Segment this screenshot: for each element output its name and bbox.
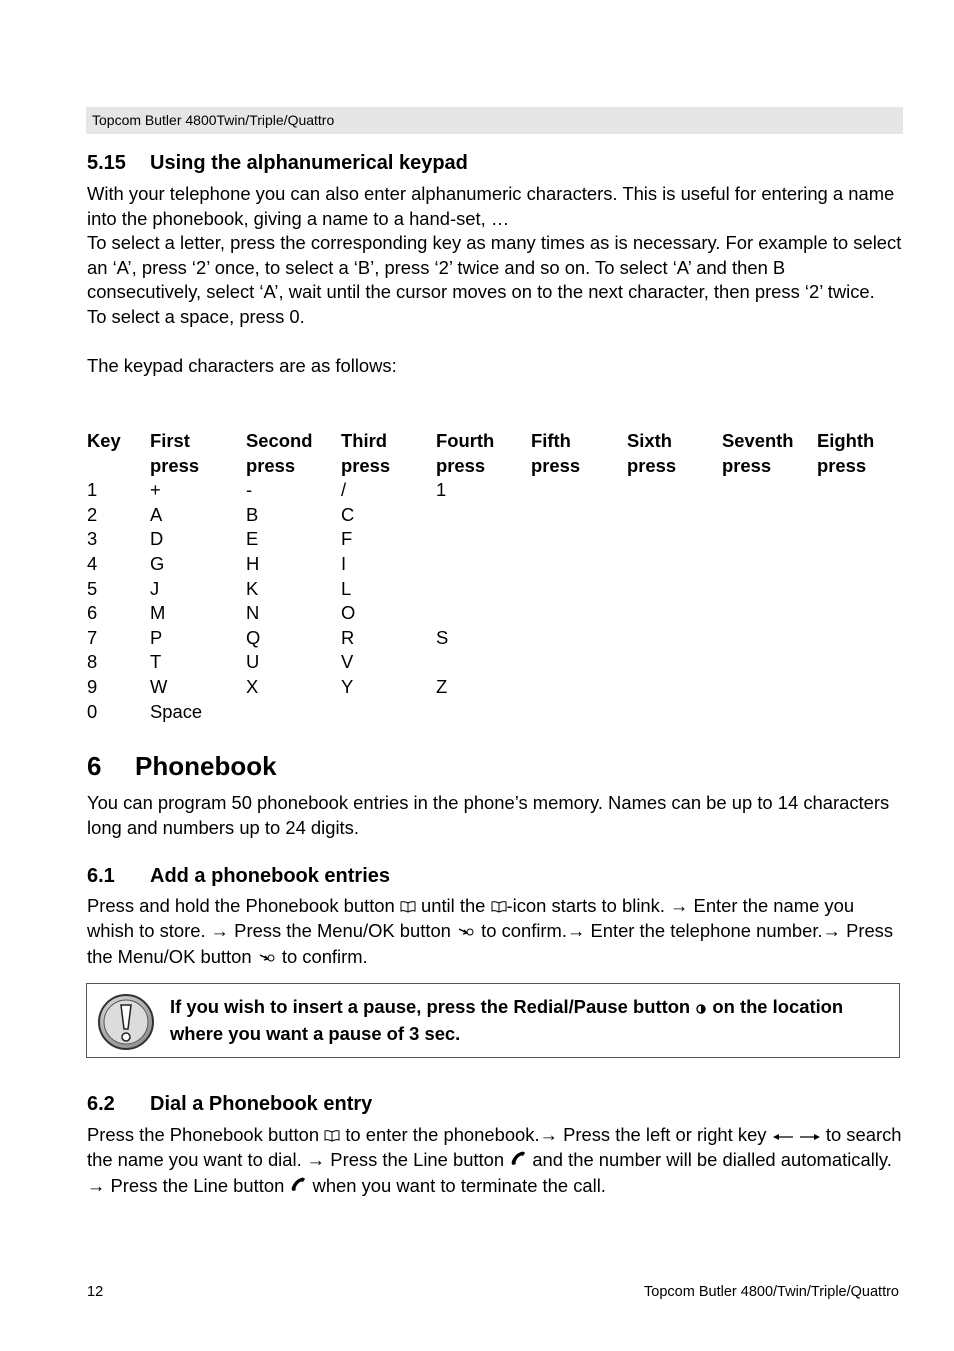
table-cell: D: [150, 528, 164, 550]
table-cell: 0: [87, 700, 98, 722]
note-text: [170, 994, 870, 1046]
column-header: Sixth press: [627, 430, 677, 476]
text-run: Press and hold the Phonebook button: [87, 895, 400, 916]
section-title: Dial a Phonebook entry: [150, 1093, 373, 1115]
table-cell: S: [436, 626, 449, 648]
table-cell: O: [341, 602, 356, 624]
page-number: 12: [87, 1284, 104, 1300]
table-row: [87, 527, 902, 552]
text-run: -icon starts to blink. → Enter the name you whish to store. → Press the Menu/OK button: [87, 895, 855, 942]
column-header: First press: [150, 430, 200, 476]
section-number: 6: [87, 751, 102, 781]
text-run: to enter the phonebook.→ Press the left or right key: [340, 1124, 772, 1145]
section-title: Add a phonebook entries: [150, 865, 391, 887]
line-handset-icon: [289, 1175, 307, 1200]
warning-icon: [97, 993, 155, 1056]
table-cell: F: [341, 528, 353, 550]
table-cell: W: [150, 675, 168, 697]
table-cell: +: [150, 479, 161, 501]
table-cell: 3: [87, 528, 98, 550]
table-cell: [436, 650, 531, 675]
section-6-2-body: [87, 1123, 902, 1199]
column-header: Seventh press: [722, 430, 794, 476]
paragraph: You can program 50 phonebook entries in the phone’s memory. Names can be up to 14 characters long and numbers up to 24 digits.: [87, 792, 890, 838]
table-cell: 4: [87, 552, 98, 574]
table-header-row: [87, 429, 902, 478]
section-6-body: [87, 791, 902, 840]
table-cell: J: [150, 577, 160, 599]
table-cell: 9: [87, 675, 98, 697]
table-cell: [246, 700, 341, 725]
table-cell: Z: [436, 675, 448, 697]
table-cell: A: [150, 503, 163, 525]
table-cell: Q: [246, 626, 261, 648]
table-row: [87, 700, 902, 725]
section-5-15-body: [87, 182, 902, 379]
text-run: If you wish to insert a pause, press the Redial/Pause button: [170, 996, 696, 1017]
table-cell: [436, 577, 531, 602]
table-cell: V: [341, 651, 354, 673]
keypad-table: [87, 429, 902, 724]
redial-pause-icon: [695, 996, 707, 1021]
table-cell: Y: [341, 675, 354, 697]
table-cell: B: [246, 503, 259, 525]
table-cell: G: [150, 552, 165, 574]
text-run: when you want to terminate the call.: [307, 1174, 606, 1196]
table-cell: 7: [87, 626, 98, 648]
table-cell: H: [246, 552, 260, 574]
table-row: [87, 503, 902, 528]
column-header: Eighth press: [817, 430, 875, 476]
text-run: to search the name you want to dial. → Press the Line button: [87, 1124, 902, 1171]
table-row: [87, 650, 902, 675]
table-cell: M: [150, 602, 166, 624]
line-handset-icon: [509, 1149, 527, 1174]
menu-ok-icon: [257, 946, 277, 971]
table-cell: 6: [87, 602, 98, 624]
section-6-1-heading: [87, 864, 390, 888]
table-row: [87, 626, 902, 651]
column-header: Second press: [246, 430, 313, 476]
table-cell: N: [246, 602, 260, 624]
table-cell: 5: [87, 577, 98, 599]
table-cell: L: [341, 577, 352, 599]
table-row: [87, 552, 902, 577]
paragraph: To select a space, press 0.: [87, 305, 305, 327]
table-cell: K: [246, 577, 259, 599]
table-cell: C: [341, 503, 355, 525]
table-cell: I: [341, 552, 347, 574]
table-cell: R: [341, 626, 355, 648]
table-cell: [341, 700, 436, 725]
paragraph: The keypad characters are as follows:: [87, 355, 397, 377]
table-cell: Space: [150, 700, 203, 722]
section-number: 5.15: [87, 152, 126, 174]
column-header: Third press: [341, 430, 391, 476]
right-arrow-icon: [799, 1124, 821, 1149]
table-cell: 8: [87, 651, 98, 673]
paragraph: With your telephone you can also enter alphanumeric characters. This is useful for entering a name into the phonebook, giving a name to a hand-set, …: [87, 183, 895, 229]
table-cell: [436, 527, 531, 552]
table-cell: 2: [87, 503, 98, 525]
table-cell: /: [341, 479, 347, 501]
note-box: [86, 983, 900, 1058]
text-run: until the: [415, 895, 491, 916]
table-cell: [436, 503, 531, 528]
book-icon: [324, 1124, 340, 1149]
menu-ok-icon: [456, 920, 476, 945]
footer-title: Topcom Butler 4800/Twin/Triple/Quattro: [644, 1284, 899, 1300]
section-6-heading: [87, 751, 277, 781]
text-run: to confirm.→ Enter the telephone number.→ Press the Menu/OK button: [87, 920, 894, 967]
table-row: [87, 577, 902, 602]
text-run: on the location where you want a pause of 3 sec.: [170, 996, 844, 1044]
section-5-15-heading: [87, 151, 468, 175]
paragraph: To select a letter, press the corresponding key as many times as is necessary. For example to select an ‘A’, press ‘2’ once, to select a ‘B’, press ‘2’ twice and so on. To select ‘A’ and then B consecutively, select ‘A’, wait until the cursor moves on to the next character, then press ‘2’ twice.: [87, 232, 902, 303]
table-cell: X: [246, 675, 259, 697]
table-cell: U: [246, 651, 260, 673]
table-cell: [436, 700, 531, 725]
text-run: and the number will be dialled automatically. → Press the Line button: [87, 1149, 892, 1196]
page-header: [86, 107, 903, 134]
column-header: Fifth press: [531, 430, 581, 476]
section-6-1-body: [87, 894, 902, 970]
table-cell: P: [150, 626, 163, 648]
section-number: 6.1: [87, 865, 115, 887]
book-icon: [400, 895, 416, 920]
section-title: Using the alphanumerical keypad: [150, 152, 468, 174]
table-cell: 1: [436, 479, 447, 501]
column-header: Key: [87, 430, 121, 451]
table-cell: [436, 601, 531, 626]
table-cell: T: [150, 651, 162, 673]
section-6-2-heading: [87, 1092, 372, 1116]
left-arrow-icon: [772, 1124, 794, 1149]
book-icon: [491, 895, 507, 920]
table-row: [87, 478, 902, 503]
text-run: Press the Phonebook button: [87, 1124, 325, 1145]
section-title: Phonebook: [135, 751, 277, 781]
table-cell: E: [246, 528, 259, 550]
table-cell: -: [246, 479, 253, 501]
header-title: Topcom Butler 4800Twin/Triple/Quattro: [92, 112, 335, 128]
table-cell: 1: [87, 479, 98, 501]
section-number: 6.2: [87, 1093, 115, 1115]
table-row: [87, 601, 902, 626]
text-run: to confirm.: [276, 945, 368, 967]
column-header: Fourth press: [436, 430, 495, 476]
table-row: [87, 675, 902, 700]
table-cell: [436, 552, 531, 577]
